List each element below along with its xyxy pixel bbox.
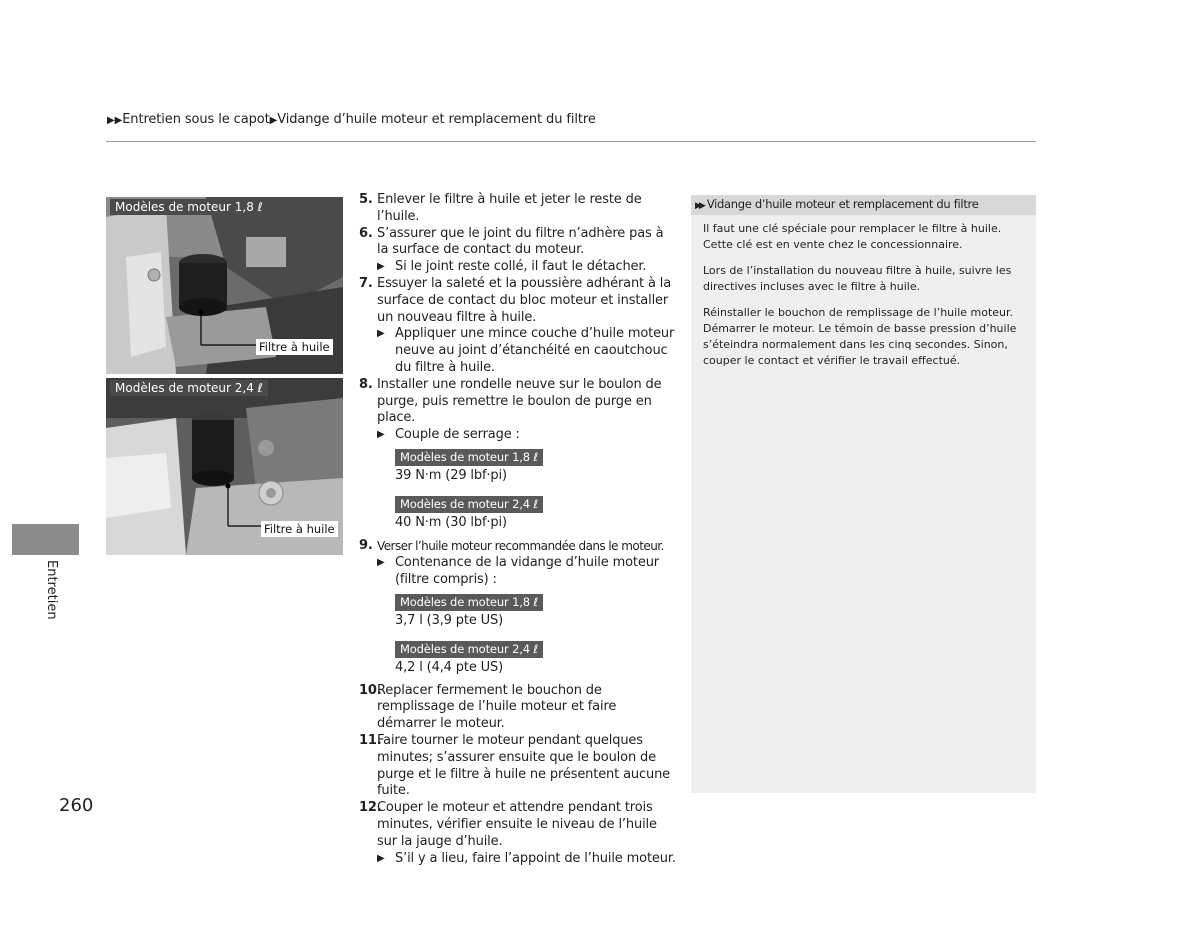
breadcrumb-level-1: Entretien sous le capot bbox=[122, 112, 270, 127]
step-5 bbox=[359, 192, 677, 226]
breadcrumb-level-2: Vidange d’huile moteur et remplacement du filtre bbox=[277, 112, 596, 127]
side-note-paragraph: Lors de l’installation du nouveau filtre à huile, suivre les directives incluses avec le filtre à huile. bbox=[703, 264, 1012, 293]
engine-model-tag: Modèles de moteur 1,8 ℓ bbox=[395, 449, 543, 466]
step-12 bbox=[359, 800, 677, 867]
engine-model-tag: Modèles de moteur 2,4 ℓ bbox=[395, 641, 543, 658]
step-text: Replacer fermement le bouchon de remplissage de l’huile moteur et faire démarrer le moteur. bbox=[377, 682, 617, 732]
step-number: 6. bbox=[359, 225, 373, 241]
step-text: Verser l’huile moteur recommandée dans le moteur. bbox=[377, 538, 664, 553]
triangle-bullet-icon: ▶ bbox=[377, 852, 385, 864]
side-note-heading bbox=[691, 195, 1036, 215]
step-number: 10. bbox=[359, 682, 382, 698]
oil-filter-callout: Filtre à huile bbox=[256, 339, 333, 355]
step-9 bbox=[359, 538, 677, 677]
step-substep bbox=[377, 555, 677, 589]
procedure-steps bbox=[359, 192, 677, 867]
step-substep bbox=[377, 259, 677, 276]
substep-text: Appliquer une mince couche d’huile moteur neuve au joint d’étanchéité en caoutchouc du filtre à huile. bbox=[395, 326, 675, 375]
step-10 bbox=[359, 683, 677, 733]
step-number: 5. bbox=[359, 192, 373, 207]
substep-text: S’il y a lieu, faire l’appoint de l’huile moteur. bbox=[395, 850, 676, 866]
torque-value: 39 N·m (29 lbf·pi) bbox=[395, 467, 507, 483]
engine-photo-1-8 bbox=[106, 197, 343, 374]
side-note-panel bbox=[691, 195, 1036, 793]
substep-text: Contenance de la vidange d’huile moteur (filtre compris) : bbox=[395, 555, 659, 588]
step-text: Faire tourner le moteur pendant quelques minutes; s’assurer ensuite que le boulon de purge et le filtre à huile ne présentent aucune fuite. bbox=[377, 732, 671, 799]
step-substep bbox=[377, 427, 677, 444]
step-6 bbox=[359, 226, 677, 276]
step-text: Enlever le filtre à huile et jeter le reste de l’huile. bbox=[377, 192, 642, 224]
page-number: 260 bbox=[59, 795, 94, 816]
arrow-icon: ▶ bbox=[269, 115, 278, 126]
step-number: 12. bbox=[359, 800, 382, 816]
side-note-paragraph: Il faut une clé spéciale pour remplacer le filtre à huile. Cette clé est en vente chez le concessionnaire. bbox=[703, 222, 1002, 251]
double-arrow-icon: ▶▶ bbox=[107, 115, 123, 126]
step-number: 11. bbox=[359, 732, 382, 748]
torque-value: 40 N·m (30 lbf·pi) bbox=[395, 514, 507, 530]
triangle-bullet-icon: ▶ bbox=[377, 557, 385, 569]
substep-text: Si le joint reste collé, il faut le détacher. bbox=[395, 259, 647, 275]
double-arrow-icon: ▶▶ bbox=[695, 201, 703, 211]
oil-filter-callout: Filtre à huile bbox=[261, 521, 338, 537]
side-note-paragraph: Réinstaller le bouchon de remplissage de l’huile moteur. Démarrer le moteur. Le témoin de basse pression d’huile s’éteindra normalement dans les cinq secondes. Sinon, couper le contact et vérifier le travail effectué. bbox=[703, 306, 1017, 367]
engine-model-tag: Modèles de moteur 2,4 ℓ bbox=[110, 380, 268, 396]
step-number: 9. bbox=[359, 537, 373, 553]
engine-photo-2-4 bbox=[106, 378, 343, 555]
substep-text: Couple de serrage : bbox=[395, 427, 520, 443]
section-tab-marker bbox=[12, 524, 79, 555]
engine-model-tag: Modèles de moteur 1,8 ℓ bbox=[395, 594, 543, 611]
step-text: Installer une rondelle neuve sur le boulon de purge, puis remettre le boulon de purge en place. bbox=[377, 376, 662, 426]
triangle-bullet-icon: ▶ bbox=[377, 261, 385, 273]
header-rule bbox=[106, 141, 1036, 142]
step-text: Couper le moteur et attendre pendant trois minutes, vérifier ensuite le niveau de l’huile sur la jauge d’huile. bbox=[377, 800, 657, 849]
capacity-value: 3,7 l (3,9 pte US) bbox=[395, 612, 504, 628]
step-number: 7. bbox=[359, 275, 373, 291]
capacity-value: 4,2 l (4,4 pte US) bbox=[395, 659, 504, 675]
step-7 bbox=[359, 276, 677, 377]
step-substep bbox=[377, 851, 677, 868]
step-text: Essuyer la saleté et la poussière adhérant à la surface de contact du bloc moteur et installer un nouveau filtre à huile. bbox=[377, 275, 672, 325]
step-11 bbox=[359, 733, 677, 800]
side-note-title: Vidange d’huile moteur et remplacement du filtre bbox=[706, 197, 979, 211]
step-substep bbox=[377, 326, 677, 376]
triangle-bullet-icon: ▶ bbox=[377, 328, 385, 340]
step-number: 8. bbox=[359, 376, 373, 392]
engine-model-tag: Modèles de moteur 2,4 ℓ bbox=[395, 496, 543, 513]
triangle-bullet-icon: ▶ bbox=[377, 429, 385, 441]
section-tab-label: Entretien bbox=[44, 560, 59, 620]
step-text: S’assurer que le joint du filtre n’adhère pas à la surface de contact du moteur. bbox=[377, 225, 664, 258]
breadcrumb bbox=[107, 112, 596, 127]
step-8 bbox=[359, 377, 677, 532]
engine-model-tag: Modèles de moteur 1,8 ℓ bbox=[110, 199, 268, 215]
